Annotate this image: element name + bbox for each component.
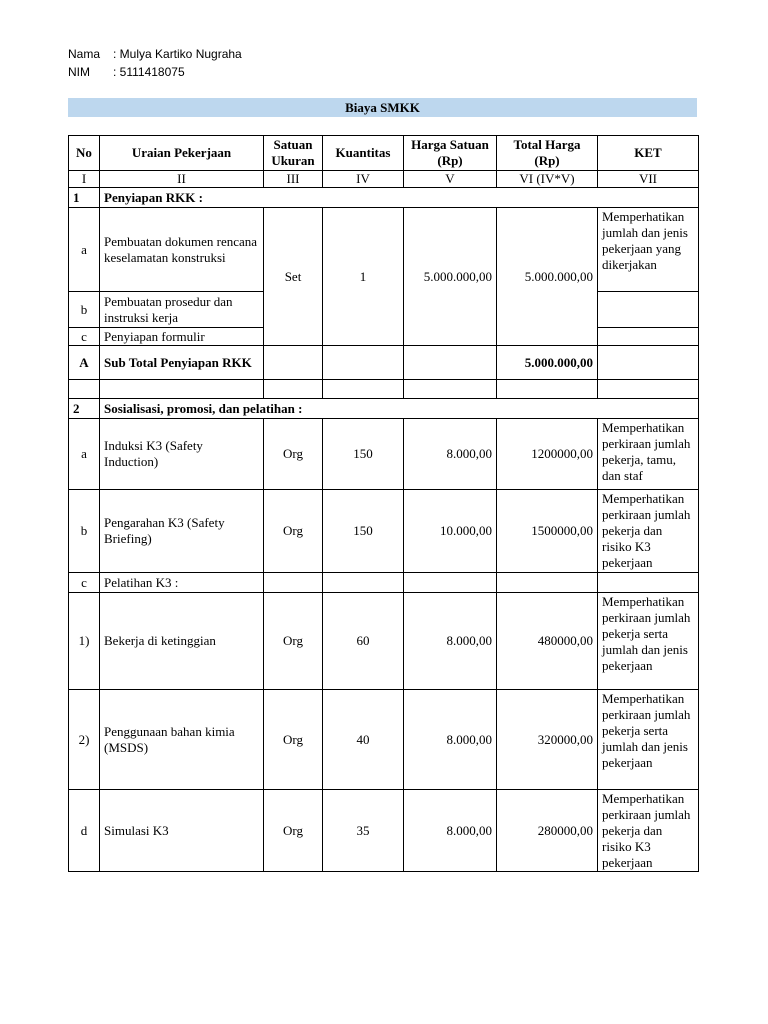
nim-value: : 5111418075 xyxy=(113,65,185,79)
table-row xyxy=(69,490,699,573)
col-ket: KET xyxy=(598,136,699,171)
table-row xyxy=(69,573,699,593)
item-ket-empty xyxy=(598,292,699,328)
item-kuantitas: 150 xyxy=(323,419,404,490)
empty-cell xyxy=(264,346,323,380)
section1-title: Penyiapan RKK : xyxy=(100,188,699,208)
section2-header-row xyxy=(69,399,699,419)
item-satuan: Org xyxy=(264,593,323,690)
item-kuantitas: 40 xyxy=(323,690,404,790)
document-title: Biaya SMKK xyxy=(68,98,697,117)
empty-cell xyxy=(323,573,404,593)
item-desc: Simulasi K3 xyxy=(100,790,264,872)
subtotal-value: 5.000.000,00 xyxy=(497,346,598,380)
numeral-cell: IV xyxy=(323,171,404,188)
item-no: b xyxy=(69,490,100,573)
numeral-cell: II xyxy=(100,171,264,188)
empty-cell xyxy=(598,346,699,380)
col-no: No xyxy=(69,136,100,171)
item-no: b xyxy=(69,292,100,328)
item-ket: Memperhatikan jumlah dan jenis pekerjaan yang dikerjakan xyxy=(598,208,699,292)
col-satuan: Satuan Ukuran xyxy=(264,136,323,171)
item-kuantitas: 1 xyxy=(323,208,404,346)
student-info xyxy=(68,45,242,81)
item-total: 480000,00 xyxy=(497,593,598,690)
subtotal-no: A xyxy=(69,346,100,380)
empty-cell xyxy=(497,573,598,593)
subtotal-row xyxy=(69,346,699,380)
empty-cell xyxy=(100,380,264,399)
section2-title: Sosialisasi, promosi, dan pelatihan : xyxy=(100,399,699,419)
name-label: Nama xyxy=(68,47,101,61)
item-desc: Pembuatan dokumen rencana keselamatan konstruksi xyxy=(100,208,264,292)
table-row xyxy=(69,690,699,790)
numeral-cell: VI (IV*V) xyxy=(497,171,598,188)
empty-cell xyxy=(598,380,699,399)
item-no: c xyxy=(69,573,100,593)
item-ket-empty xyxy=(598,328,699,346)
item-desc: Pengarahan K3 (Safety Briefing) xyxy=(100,490,264,573)
numeral-row xyxy=(69,171,699,188)
item-harga: 8.000,00 xyxy=(404,593,497,690)
item-total: 320000,00 xyxy=(497,690,598,790)
col-harga: Harga Satuan (Rp) xyxy=(404,136,497,171)
col-total: Total Harga (Rp) xyxy=(497,136,598,171)
numeral-cell: I xyxy=(69,171,100,188)
item-kuantitas: 60 xyxy=(323,593,404,690)
col-kuantitas: Kuantitas xyxy=(323,136,404,171)
section1-header-row xyxy=(69,188,699,208)
item-no: a xyxy=(69,208,100,292)
item-ket: Memperhatikan perkiraan jumlah pekerja serta jumlah dan jenis pekerjaan xyxy=(598,593,699,690)
item-kuantitas: 35 xyxy=(323,790,404,872)
empty-cell xyxy=(323,346,404,380)
table-row xyxy=(69,419,699,490)
empty-cell xyxy=(264,380,323,399)
item-harga: 8.000,00 xyxy=(404,690,497,790)
item-harga: 5.000.000,00 xyxy=(404,208,497,346)
section2-no: 2 xyxy=(69,399,100,419)
numeral-cell: III xyxy=(264,171,323,188)
item-satuan: Org xyxy=(264,490,323,573)
cost-table xyxy=(68,135,699,872)
header-row xyxy=(69,136,699,171)
item-desc: Pelatihan K3 : xyxy=(100,573,264,593)
empty-cell xyxy=(323,380,404,399)
item-total: 280000,00 xyxy=(497,790,598,872)
empty-cell xyxy=(69,380,100,399)
item-kuantitas: 150 xyxy=(323,490,404,573)
numeral-cell: VII xyxy=(598,171,699,188)
item-total: 1500000,00 xyxy=(497,490,598,573)
subtotal-label: Sub Total Penyiapan RKK xyxy=(100,346,264,380)
nim-row xyxy=(68,63,242,81)
item-desc: Pembuatan prosedur dan instruksi kerja xyxy=(100,292,264,328)
table-row xyxy=(69,208,699,292)
section1-no: 1 xyxy=(69,188,100,208)
item-total: 5.000.000,00 xyxy=(497,208,598,346)
item-total: 1200000,00 xyxy=(497,419,598,490)
item-satuan: Org xyxy=(264,419,323,490)
numeral-cell: V xyxy=(404,171,497,188)
spacer-row xyxy=(69,380,699,399)
empty-cell xyxy=(497,380,598,399)
item-no: d xyxy=(69,790,100,872)
name-row xyxy=(68,45,242,63)
item-desc: Induksi K3 (Safety Induction) xyxy=(100,419,264,490)
item-harga: 10.000,00 xyxy=(404,490,497,573)
item-satuan: Org xyxy=(264,690,323,790)
item-desc: Penggunaan bahan kimia (MSDS) xyxy=(100,690,264,790)
table-row xyxy=(69,790,699,872)
name-value: : Mulya Kartiko Nugraha xyxy=(113,47,242,61)
item-no: a xyxy=(69,419,100,490)
item-harga: 8.000,00 xyxy=(404,790,497,872)
empty-cell xyxy=(404,573,497,593)
col-uraian: Uraian Pekerjaan xyxy=(100,136,264,171)
item-no: 1) xyxy=(69,593,100,690)
item-ket: Memperhatikan perkiraan jumlah pekerja serta jumlah dan jenis pekerjaan xyxy=(598,690,699,790)
empty-cell xyxy=(598,573,699,593)
item-harga: 8.000,00 xyxy=(404,419,497,490)
item-no: c xyxy=(69,328,100,346)
item-satuan: Set xyxy=(264,208,323,346)
nim-label: NIM xyxy=(68,65,90,79)
item-ket: Memperhatikan perkiraan jumlah pekerja dan risiko K3 pekerjaan xyxy=(598,490,699,573)
table-row xyxy=(69,593,699,690)
item-ket: Memperhatikan perkiraan jumlah pekerja, tamu, dan staf xyxy=(598,419,699,490)
empty-cell xyxy=(264,573,323,593)
empty-cell xyxy=(404,380,497,399)
item-no: 2) xyxy=(69,690,100,790)
item-ket: Memperhatikan perkiraan jumlah pekerja dan risiko K3 pekerjaan xyxy=(598,790,699,872)
item-desc: Bekerja di ketinggian xyxy=(100,593,264,690)
empty-cell xyxy=(404,346,497,380)
item-satuan: Org xyxy=(264,790,323,872)
item-desc: Penyiapan formulir xyxy=(100,328,264,346)
